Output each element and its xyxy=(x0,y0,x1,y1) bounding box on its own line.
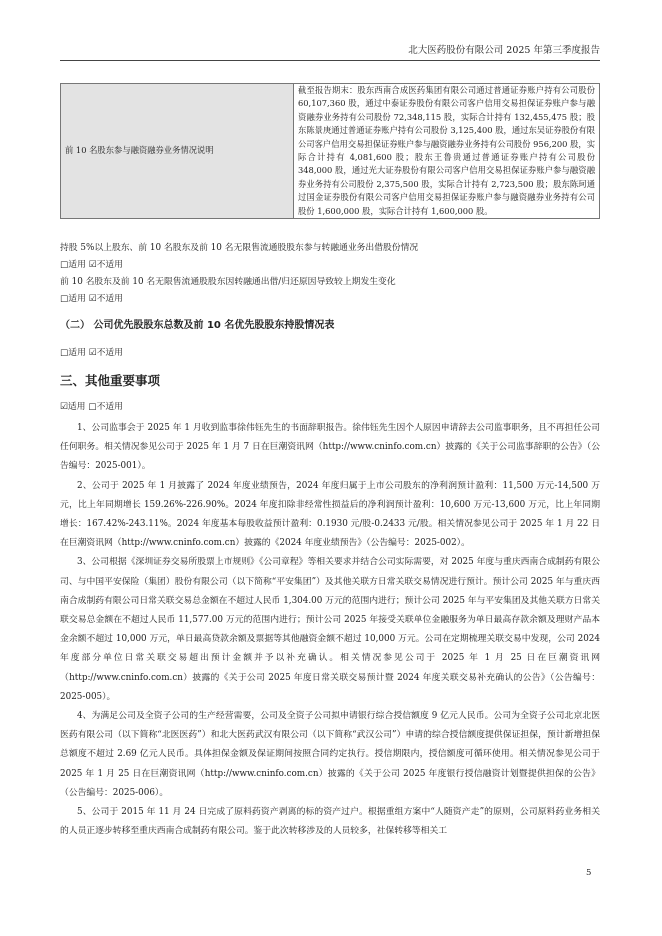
change-title: 前 10 名股东及前 10 名无限售流通股股东因转融通出借/归还原因导致较上期发生变化 xyxy=(60,277,396,287)
document-body xyxy=(60,240,600,841)
margin-trading-table xyxy=(60,83,600,219)
paragraph-1: 1、公司监事会于 2025 年 1 月收到监事徐伟钰先生的书面辞职报告。徐伟钰先生因个人原因申请辞去公司监事职务，且不再担任公司任何职务。相关情况参见公司于 2025 年 1 月 7 日在巨潮资讯网（http://www.cninfo.com.cn）披露的《关于公司监事辞职的公告》（公告编号：2025-001）。 xyxy=(60,423,600,472)
paragraph-4: 4、为满足公司及全资子公司的生产经营需要，公司及全资子公司拟申请银行综合授信额度 9 亿元人民币。公司为全资子公司北京北医医药有限公司（以下简称“北医医药”）和北大医药武汉有限公司（以下简称“武汉公司”）申请的综合授信额度提供保证担保，预计新增担保总额度不超过 2.69 亿元人民币。具体担保金额及保证期间按照合同约定执行。授信期限内，授信额度可循环使用。相关情况参见公司于 2025 年 1 月 25 日在巨潮资讯网（http://www.cninfo.com.cn）披露的《关于公司 2025 年度银行授信融资计划暨提供担保的公告》（公告编号：2025-006）。 xyxy=(60,711,600,798)
change-applicability-checkbox: □适用 ☑不适用 xyxy=(60,294,123,304)
paragraph-3: 3、公司根据《深圳证券交易所股票上市规则》《公司章程》等相关要求并结合公司实际需要，对 2025 年度与重庆西南合成制药有限公司、与中国平安保险（集团）股份有限公司（以下简称“平安集团”）及其他关联方日常关联交易情况进行预计。预计公司 2025 年与重庆西南合成制药有限公司日常关联交易总金额在不超过人民币 1,304.00 万元的范围内进行；预计公司 2025 年与平安集团及其他关联方日常关联交易总金额在不超过人民币 11,577.00 万元的范围内进行；预计公司 2025 年接受关联单位金融服务为单日最高存款余额及理财产品本金余额不超过 10,000 万元，单日最高贷款余额及票据等其他融资金额不超过 10,000 万元。公司在定期梳理关联交易中发现，公司 2024 年度部分单位日常关联交易超出预计金额并予以补充确认。相关情况参见公司于 2025 年 1 月 25 日在巨潮资讯网（http://www.cninfo.com.cn）披露的《关于公司 2025 年度日常关联交易预计暨 2024 年度关联交易补充确认的公告》（公告编号：2025-005）。 xyxy=(60,557,600,702)
table-label-cell: 前 10 名股东参与融资融券业务情况说明 xyxy=(61,84,294,219)
preferred-applicability-checkbox: □适用 ☑不适用 xyxy=(60,348,123,358)
header-rule xyxy=(60,60,600,61)
paragraph-5: 5、公司于 2015 年 11 月 24 日完成了原料药资产剥离的标的资产过户。根据重组方案中“人随资产走”的原则，公司原料药业务相关的人员正逐步转移至重庆西南合成制药有限公司。鉴于此次转移涉及的人员较多，社保转移等相关工 xyxy=(60,807,600,837)
lending-title: 持股 5%以上股东、前 10 名股东及前 10 名无限售流通股股东参与转融通业务出借股份情况 xyxy=(60,243,419,253)
lending-applicability-checkbox: □适用 ☑不适用 xyxy=(60,260,123,270)
page-header: 北大医药股份有限公司 2025 年第三季度报告 xyxy=(408,45,600,56)
table-row xyxy=(61,84,600,219)
section-heading-other-matters: 三、其他重要事项 xyxy=(60,373,161,388)
preferred-shareholders-title: （二） 公司优先股股东总数及前 10 名优先股股东持股情况表 xyxy=(60,320,335,331)
paragraph-2: 2、公司于 2025 年 1 月披露了 2024 年度业绩预告，2024 年度归属于上市公司股东的净利润预计盈利：11,500 万元-14,500 万元，比上年同期增长 159.26%-226.90%。2024 年度扣除非经常性损益后的净利润预计盈利：10,600 万元-13,600 万元，比上年同期增长：167.42%-243.11%。2024 年度基本每股收益预计盈利：0.1930 元/股-0.2433 元/股。相关情况参见公司于 2025 年 1 月 22 日在巨潮资讯网（http://www.cninfo.com.cn）披露的《2024 年度业绩预告》（公告编号：2025-002）。 xyxy=(60,480,600,549)
page-number: 5 xyxy=(586,868,592,878)
paragraph-list xyxy=(60,419,600,841)
other-matters-applicability-checkbox: ☑适用 □不适用 xyxy=(60,402,123,412)
table-content-cell: 截至报告期末：股东西南合成医药集团有限公司通过普通证券账户持有公司股份 60,107,360 股，通过中泰证券股份有限公司客户信用交易担保证券账户参与融资融券业务持有公司股份 72,348,115 股，实际合计持有 132,455,475 股；股东陈景庚通过普通证券账户持有公司股份 3,125,400 股，通过东吴证券股份有限公司客户信用交易担保证券账户参与融资融券业务持有公司股份 956,200 股，实际合计持有 4,081,600 股；股东王鲁贵通过普通证券账户持有公司股份 348,000 股，通过光大证券股份有限公司客户信用交易担保证券账户参与融资融券业务持有公司股份 2,375,500 股，实际合计持有 2,723,500 股；股东陈珂通过国金证券股份有限公司客户信用交易担保证券账户参与融资融券业务持有公司股份 1,600,000 股，实际合计持有 1,600,000 股。 xyxy=(294,84,600,219)
